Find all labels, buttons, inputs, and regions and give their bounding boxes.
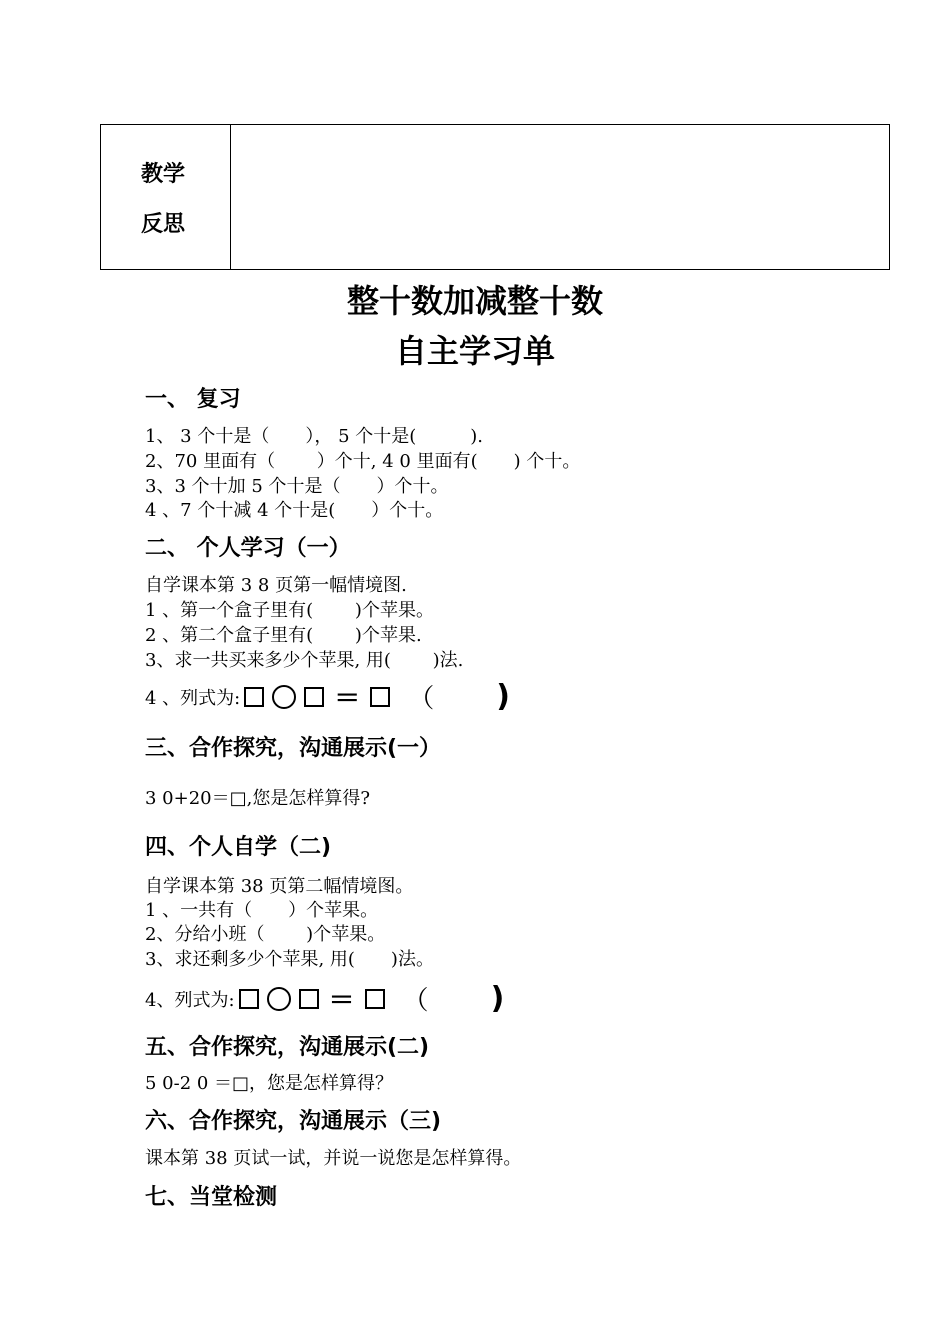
individual1-line-2: 1 、第一个盒子里有( )个苹果。 xyxy=(145,600,434,621)
formula-row-2 xyxy=(145,980,504,1017)
equals-sign: ＝ xyxy=(328,986,355,1016)
formula-label: 4 、列式为: xyxy=(145,687,241,709)
section-heading-coop-3: 六、合作探究，沟通展示（三) xyxy=(145,1109,442,1134)
answer-paren-right: ) xyxy=(490,981,505,1016)
individual1-line-1: 自学课本第 3 8 页第一幅情境图. xyxy=(145,575,407,596)
reflection-table xyxy=(100,124,890,270)
individual2-line-4: 3、求还剩多少个苹果, 用( )法。 xyxy=(145,949,434,970)
blank-circle-icon xyxy=(267,987,291,1011)
coop2-line-1: 5 0-2 0 ＝□，您是怎样算得？ xyxy=(145,1073,394,1094)
review-line-2: 2、70 里面有（ ）个十, 4 0 里面有( ) 个十。 xyxy=(145,451,581,472)
blank-box-icon xyxy=(304,687,324,707)
section-heading-coop-1: 三、合作探究，沟通展示(一） xyxy=(145,736,442,761)
equals-sign: ＝ xyxy=(334,684,361,714)
individual1-line-3: 2 、第二个盒子里有( )个苹果. xyxy=(145,625,422,646)
coop1-line-1: 3 0+20＝□,您是怎样算得? xyxy=(145,788,370,809)
review-line-3: 3、3 个十加 5 个十是（ ）个十。 xyxy=(145,476,449,497)
answer-paren-right: ) xyxy=(496,679,510,714)
individual2-line-2: 1 、一共有（ ）个苹果。 xyxy=(145,900,379,921)
individual2-line-1: 自学课本第 38 页第二幅情境图。 xyxy=(145,876,414,897)
formula-label: 4、列式为: xyxy=(145,989,235,1011)
blank-box-icon xyxy=(299,989,319,1009)
blank-box-icon xyxy=(244,687,264,707)
individual1-line-4: 3、求一共买来多少个苹果, 用( )法. xyxy=(145,650,464,671)
individual2-line-3: 2、分给小班（ )个苹果。 xyxy=(145,924,386,945)
review-line-1: 1、 3 个十是（ ）， 5 个十是( ). xyxy=(145,426,484,447)
reflection-label-line1: 教学 xyxy=(141,162,186,187)
blank-box-icon xyxy=(239,989,259,1009)
page-title: 整十数加减整十数 xyxy=(346,282,603,320)
section-heading-individual-1: 二、 个人学习（一） xyxy=(145,536,351,561)
answer-paren-left: （ xyxy=(408,684,435,714)
blank-box-icon xyxy=(370,687,390,707)
blank-box-icon xyxy=(365,989,385,1009)
reflection-content-cell xyxy=(231,125,889,269)
section-heading-individual-2: 四、个人自学（二) xyxy=(145,835,332,860)
coop3-line-1: 课本第 38 页试一试，并说一说您是怎样算得。 xyxy=(145,1148,522,1169)
review-line-4: 4 、7 个十减 4 个十是( ）个十。 xyxy=(145,500,444,521)
blank-circle-icon xyxy=(272,685,296,709)
section-heading-review: 一、 复习 xyxy=(145,387,241,412)
formula-row-1 xyxy=(145,678,510,715)
reflection-label-line2: 反思 xyxy=(141,212,186,237)
section-heading-coop-2: 五、合作探究，沟通展示(二) xyxy=(145,1035,430,1060)
answer-paren-left: （ xyxy=(402,986,429,1016)
section-heading-quiz: 七、当堂检测 xyxy=(145,1185,278,1210)
page-subtitle: 自主学习单 xyxy=(394,332,555,370)
reflection-label-cell xyxy=(101,125,231,269)
